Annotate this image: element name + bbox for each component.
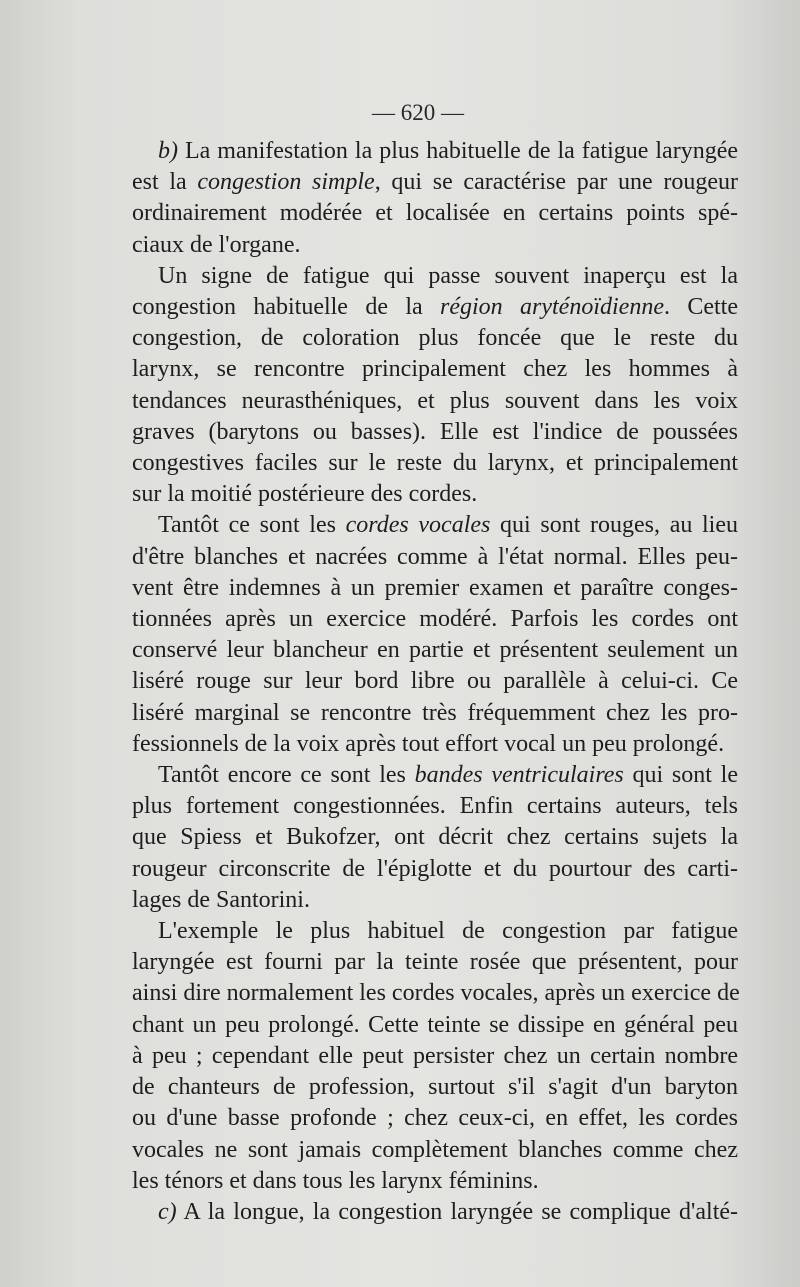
- text-line: ordinairement modérée et localisée en certains points spé-: [132, 200, 738, 227]
- text-line: vent être indemnes à un premier examen et paraître conges-: [132, 574, 738, 601]
- text-line: lages de Santorini.: [132, 886, 310, 913]
- text-line: que Spiess et Bukofzer, ont décrit chez certains sujets la: [132, 824, 738, 851]
- text-line: fessionnels de la voix après tout effort vocal un peu prolongé.: [132, 730, 725, 757]
- text-line: d'être blanches et nacrées comme à l'état normal. Elles peu-: [132, 543, 738, 570]
- text-line: ainsi dire normalement les cordes vocales, après un exercice de: [132, 980, 740, 1007]
- text-line: liséré rouge sur leur bord libre ou parallèle à celui-ci. Ce: [132, 668, 738, 695]
- text-line: b) La manifestation la plus habituelle de la fatigue laryngée: [158, 138, 738, 164]
- text-line: conservé leur blancheur en partie et présentent seulement un: [132, 637, 738, 664]
- body-text: [106, 136, 738, 1228]
- page-number: — 620 —: [372, 100, 464, 125]
- text-line: L'exemple le plus habituel de congestion par fatigue: [158, 918, 738, 945]
- text-line: tendances neurasthéniques, et plus souvent dans les voix: [132, 387, 738, 414]
- text-line: graves (barytons ou basses). Elle est l'indice de poussées: [132, 418, 738, 445]
- text-line: ciaux de l'organe.: [132, 231, 301, 258]
- text-line: Tantôt encore ce sont les bandes ventriculaires qui sont le: [158, 762, 739, 789]
- text-line: congestives faciles sur le reste du larynx, et principalement: [132, 450, 738, 477]
- text-line: chant un peu prolongé. Cette teinte se dissipe en général peu: [132, 1011, 738, 1038]
- paragraph-ventricular-bands: [106, 760, 738, 916]
- paragraph-b: [106, 136, 738, 261]
- text-line: plus fortement congestionnées. Enfin certains auteurs, tels: [132, 793, 738, 820]
- text-line: rougeur circonscrite de l'épiglotte et du pourtour des carti-: [132, 855, 738, 882]
- text-line: vocales ne sont jamais complètement blanches comme chez: [132, 1136, 738, 1163]
- paragraph-vocal-cords: [106, 510, 738, 760]
- paragraph-c: [106, 1197, 738, 1228]
- text-line: laryngée est fourni par la teinte rosée que présentent, pour: [132, 949, 738, 976]
- text-line: est la congestion simple, qui se caractérise par une rougeur: [132, 169, 739, 196]
- text-line: tionnées après un exercice modéré. Parfois les cordes ont: [132, 606, 738, 633]
- text-line: à peu ; cependant elle peut persister chez un certain nombre: [132, 1042, 738, 1069]
- text-line: Tantôt ce sont les cordes vocales qui sont rouges, au lieu: [158, 512, 738, 539]
- text-line: ou d'une basse profonde ; chez ceux-ci, en effet, les cordes: [132, 1105, 738, 1132]
- text-line: de chanteurs de profession, surtout s'il s'agit d'un baryton: [132, 1074, 738, 1101]
- text-line: liséré marginal se rencontre très fréquemment chez les pro-: [132, 699, 738, 726]
- paragraph-arytenoid: [106, 261, 738, 511]
- text-line: les ténors et dans tous les larynx féminins.: [132, 1167, 539, 1194]
- paragraph-example: [106, 916, 738, 1197]
- text-line: c) A la longue, la congestion laryngée se complique d'alté-: [158, 1198, 738, 1225]
- text-line: sur la moitié postérieure des cordes.: [132, 481, 478, 508]
- text-line: Un signe de fatigue qui passe souvent inaperçu est la: [158, 262, 738, 289]
- text-line: larynx, se rencontre principalement chez les hommes à: [132, 356, 738, 383]
- text-line: congestion habituelle de la région aryténoïdienne. Cette: [132, 294, 738, 321]
- text-line: congestion, de coloration plus foncée que le reste du: [132, 325, 738, 352]
